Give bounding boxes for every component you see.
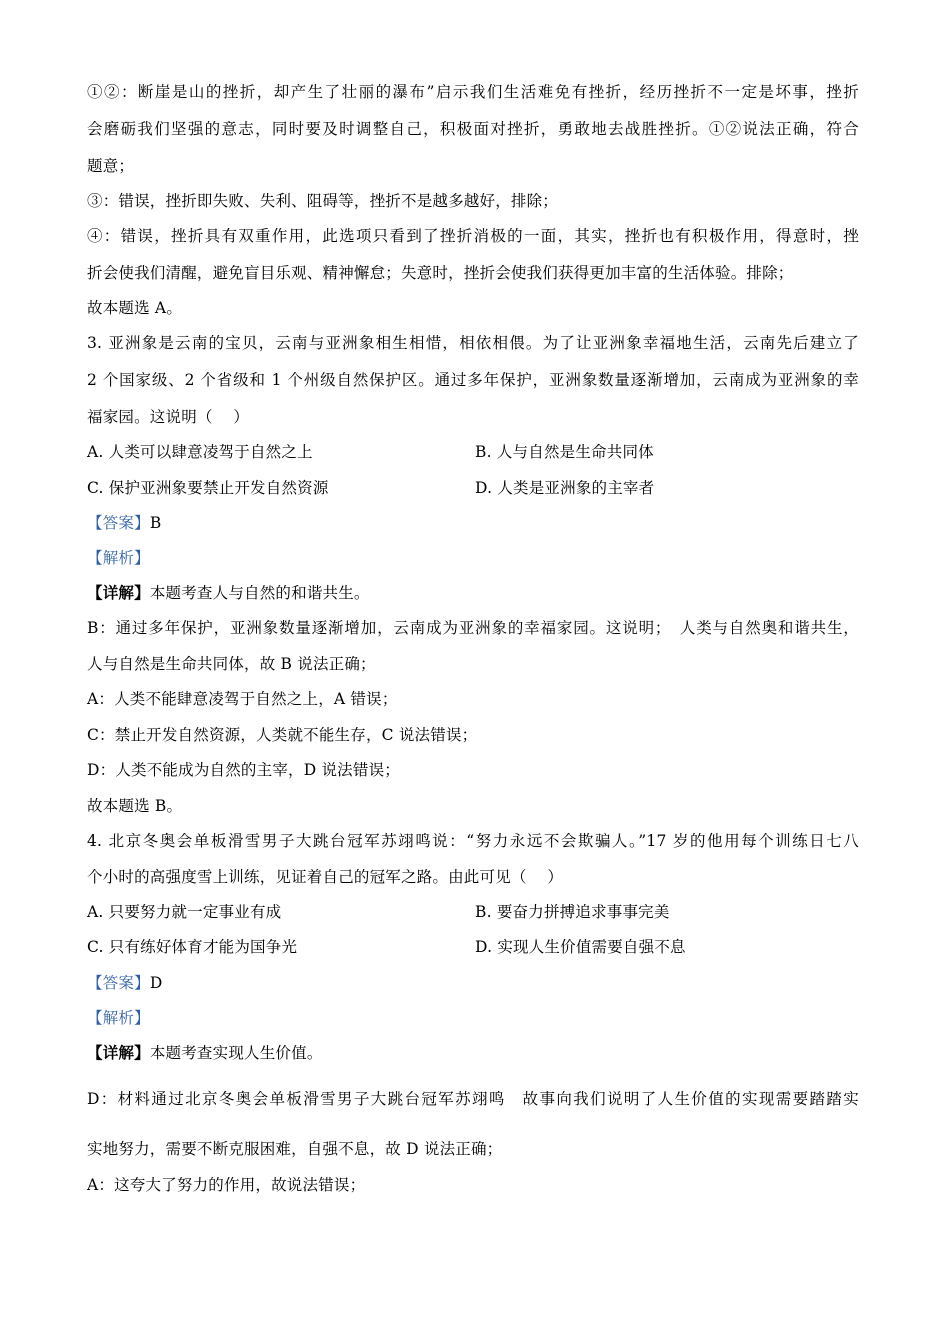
analysis-tag: 【解析】 (87, 549, 150, 567)
detail-tag: 【详解】 (87, 583, 150, 602)
text-line: ③：错误，挫折即失败、失利、阻碍等，挫折不是越多越好，排除； (87, 192, 559, 210)
option-c: C. 只有练好体育才能为国争光 (87, 938, 298, 956)
text-line: ①②：断崖是山的挫折，却产生了壮丽的瀑布”启示我们生活难免有挫折，经历挫折不一定是坏事，挫折 (87, 83, 859, 101)
answer-line (87, 973, 162, 993)
option-d: D. 实现人生价值需要自强不息 (475, 938, 686, 956)
explanation-line: 人与自然是生命共同体，故 B 说法正确； (87, 655, 376, 673)
detail-line (87, 1043, 323, 1063)
text-line: ④：错误，挫折具有双重作用，此选项只看到了挫折消极的一面，其实，挫折也有积极作用，得意时，挫 (87, 227, 859, 245)
text-line: 题意； (87, 157, 135, 175)
answer-tag: 【答案】 (87, 514, 150, 532)
explanation-line: D：材料通过北京冬奥会单板滑雪男子大跳台冠军苏翊鸣 故事向我们说明了人生价值的实现需要踏踏实 (87, 1090, 859, 1108)
explanation-line: B：通过多年保护，亚洲象数量逐渐增加，云南成为亚洲象的幸福家园。这说明； 人类与自然奥和谐共生， (87, 619, 859, 637)
option-d: D. 人类是亚洲象的主宰者 (475, 479, 655, 497)
answer-tag: 【答案】 (87, 974, 150, 992)
detail-text: 本题考查人与自然的和谐共生。 (149, 584, 370, 602)
explanation-line: C：禁止开发自然资源，人类就不能生存，C 说法错误； (87, 726, 478, 744)
text-line: 会磨砺我们坚强的意志，同时要及时调整自己，积极面对挫折，勇敢地去战胜挫折。①②说法正确，符合 (87, 120, 859, 138)
answer-value: B (149, 514, 162, 532)
text-line: 故本题选 A。 (87, 299, 183, 317)
explanation-line: D：人类不能成为自然的主宰，D 说法错误； (87, 761, 400, 779)
option-c: C. 保护亚洲象要禁止开发自然资源 (87, 479, 329, 497)
option-b: B. 人与自然是生命共同体 (475, 443, 654, 461)
option-a: A. 只要努力就一定事业有成 (87, 903, 282, 921)
answer-value: D (149, 974, 163, 992)
detail-text: 本题考查实现人生价值。 (149, 1044, 323, 1062)
detail-tag: 【详解】 (87, 1043, 150, 1062)
explanation-line: A：这夸大了努力的作用，故说法错误； (87, 1176, 366, 1194)
option-a: A. 人类可以肆意凌驾于自然之上 (87, 443, 313, 461)
explanation-line: 故本题选 B。 (87, 797, 183, 815)
detail-line (87, 583, 370, 603)
analysis-tag: 【解析】 (87, 1009, 150, 1027)
text-line: 折会使我们清醒，避免盲目乐观、精神懈怠；失意时，挫折会使我们获得更加丰富的生活体验。排除； (87, 264, 794, 282)
answer-line (87, 513, 161, 533)
question-4-stem: 4. 北京冬奥会单板滑雪男子大跳台冠军苏翊鸣说：“努力永远不会欺骗人。”17 岁的他用每个训练日七八 (87, 832, 859, 850)
explanation-line: A：人类不能肆意凌驾于自然之上，A 错误； (87, 690, 398, 708)
question-3-stem: 福家园。这说明（ ） (87, 408, 250, 426)
question-4-stem: 个小时的高强度雪上训练，见证着自己的冠军之路。由此可见（ ） (87, 868, 564, 886)
question-3-stem: 3. 亚洲象是云南的宝贝，云南与亚洲象相生相惜，相依相偎。为了让亚洲象幸福地生活，云南先后建立了 (87, 334, 859, 352)
question-3-stem: 2 个国家级、2 个省级和 1 个州级自然保护区。通过多年保护，亚洲象数量逐渐增加，云南成为亚洲象的幸 (87, 371, 859, 389)
explanation-line: 实地努力，需要不断克服困难，自强不息，故 D 说法正确； (87, 1140, 503, 1158)
option-b: B. 要奋力拼搏追求事事完美 (475, 903, 670, 921)
